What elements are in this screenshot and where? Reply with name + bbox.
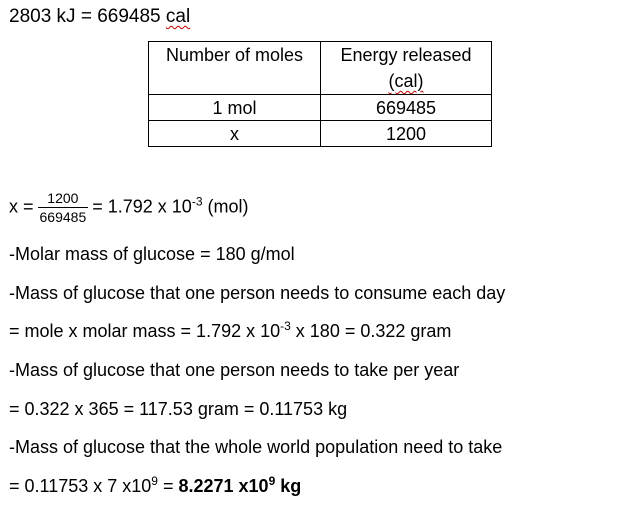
fraction xyxy=(38,189,89,226)
world-label: -Mass of glucose that the whole world population need to take xyxy=(9,437,503,457)
table-row xyxy=(149,95,492,121)
per-day-calc-b: x 180 = 0.322 gram xyxy=(290,321,452,341)
table-row xyxy=(149,121,492,147)
per-day-label: -Mass of glucose that one person needs to consume each day xyxy=(9,283,506,303)
heading xyxy=(9,6,190,28)
moles-result-exponent: -3 xyxy=(191,194,203,209)
x-label: x = xyxy=(9,196,34,217)
moles-result-unit: (mol) xyxy=(202,196,249,217)
per-year-calc: = 0.322 x 365 = 117.53 gram = 0.11753 kg xyxy=(9,399,348,419)
world-calc-a: = 0.11753 x 7 x10 xyxy=(9,476,152,496)
world-calc-exponent: 9 xyxy=(151,474,158,488)
molar-mass-line: -Molar mass of glucose = 180 g/mol xyxy=(9,244,295,264)
moles-result: = 1.792 x 10 xyxy=(92,196,192,217)
per-day-calc-a: = mole x molar mass = 1.792 x 10 xyxy=(9,321,281,341)
world-result-exponent: 9 xyxy=(268,474,276,488)
world-result xyxy=(178,476,301,496)
world-result-b: kg xyxy=(275,476,302,496)
table-cell: 669485 xyxy=(321,95,492,121)
per-day-calc xyxy=(9,320,451,342)
energy-table xyxy=(148,41,492,147)
heading-cal-word: cal xyxy=(165,6,191,27)
table-cell: 1200 xyxy=(321,121,492,147)
table-header-moles: Number of moles xyxy=(149,42,321,95)
heading-text: 2803 kJ = 669485 xyxy=(9,6,166,27)
per-year-label: -Mass of glucose that one person needs to take per year xyxy=(9,360,460,380)
world-calc xyxy=(9,475,301,497)
moles-equation xyxy=(9,189,249,226)
table-header-energy-label: Energy released xyxy=(340,45,472,65)
world-calc-eq: = xyxy=(157,476,179,496)
table-header-energy xyxy=(321,42,492,95)
table-cell: x xyxy=(149,121,321,147)
fraction-denominator: 669485 xyxy=(39,209,87,225)
per-day-calc-exponent: -3 xyxy=(280,319,291,333)
world-result-a: 8.2271 x10 xyxy=(178,476,269,496)
table-header-energy-unit: (cal) xyxy=(388,71,424,91)
fraction-numerator: 1200 xyxy=(38,189,89,208)
table-cell: 1 mol xyxy=(149,95,321,121)
table-header-row xyxy=(149,42,492,95)
